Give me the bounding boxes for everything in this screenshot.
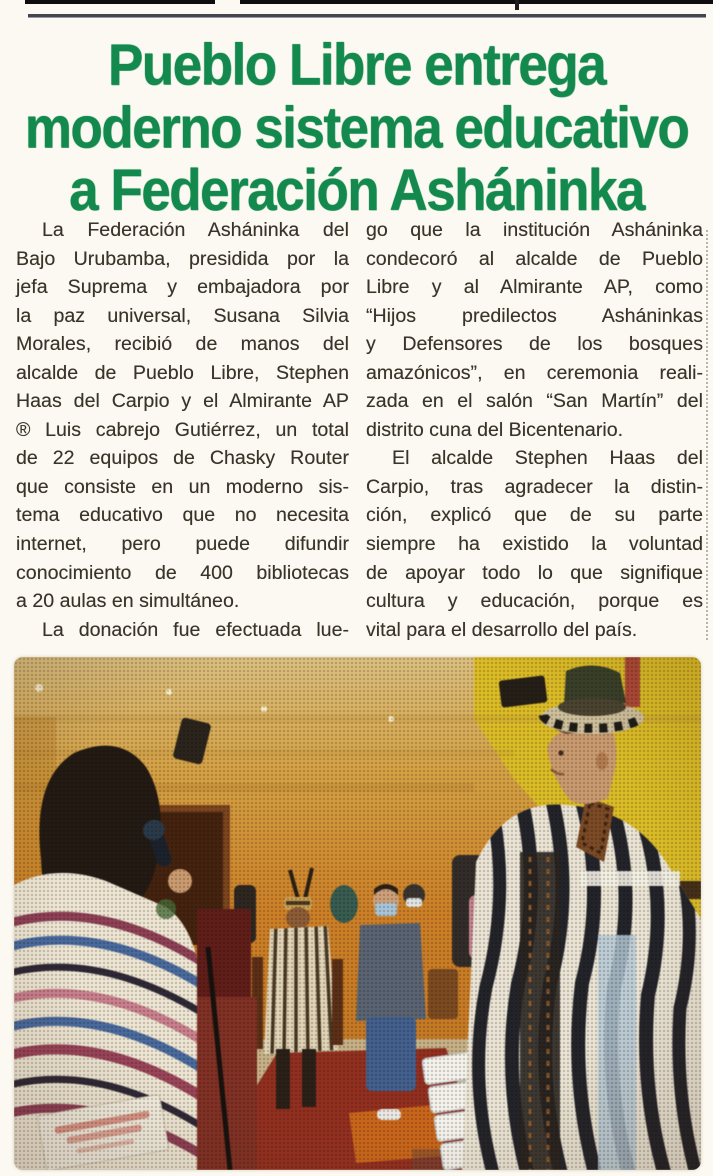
body-line: y Defensores de los bosques (366, 333, 703, 356)
body-line: a 20 aulas en simultáneo. (16, 590, 240, 613)
headline-line-3: a Federación Asháninka (69, 158, 644, 224)
ceiling-spotlight (166, 689, 172, 695)
poncho-trim-band (520, 852, 560, 1170)
body-line: amazónicos”, en ceremonia reali- (366, 361, 703, 384)
body-line: ción, explicó que de su parte (366, 504, 703, 527)
body-line: Carpio, tras agradecer la distin- (366, 475, 703, 498)
maroon-drape (197, 909, 257, 1170)
body-line: Libre y al Almirante AP, como (366, 276, 703, 299)
audience-member-green (330, 885, 358, 923)
body-line: de apoyar todo lo que signifique (366, 561, 703, 584)
body-line: condecoró al alcalde de Pueblo (366, 247, 703, 270)
body-line: siempre ha existido la voluntad (366, 533, 703, 556)
scan-artifact-right-edge (706, 230, 708, 640)
body-line: jefa Suprema y embajadora por (16, 276, 349, 299)
woman-hand (168, 869, 192, 893)
body-line: Morales, recibió de manos del (16, 333, 349, 356)
body-line: internet, pero puede difundir (16, 533, 349, 556)
section-divider-rule (28, 14, 706, 18)
sneaker (377, 1109, 401, 1120)
body-line: que consiste en un moderno sis- (16, 475, 349, 498)
body-column-left (16, 216, 349, 644)
headline-line-2: moderno sistema educativo (24, 95, 689, 161)
mayor-eye (558, 750, 563, 755)
body-line: distrito cuna del Bicentenario. (366, 418, 624, 441)
face-mask (375, 903, 397, 916)
body-line: Haas del Carpio y el Almirante AP (16, 390, 349, 413)
news-photo-illustration (14, 657, 701, 1170)
body-line: El alcalde Stephen Haas del (392, 447, 703, 470)
wooden-chair (428, 969, 458, 1019)
body-line: alcalde de Pueblo Libre, Stephen (16, 361, 349, 384)
article-headline (0, 34, 713, 222)
audience-member-masked (403, 884, 425, 907)
ceiling-spotlight (35, 684, 43, 692)
body-line: Bajo Urubamba, presidida por la (16, 247, 349, 270)
body-line: go que la institución Asháninka (366, 219, 703, 241)
scan-artifact-top-strip-left (25, 0, 215, 4)
scan-artifact-tick (515, 0, 519, 10)
body-line: “Hijos predilectos Asháninkas (366, 304, 703, 327)
body-line: cultura y educación, porque es (366, 590, 703, 613)
poncho-blue-panel (598, 935, 636, 1170)
jeans (366, 1017, 416, 1091)
body-line: la paz universal, Susana Silvia (16, 304, 349, 327)
mayor-ear (596, 752, 608, 770)
ceiling-speaker (499, 675, 548, 707)
body-line: tema educativo que no necesita (16, 504, 349, 527)
flag-stripe (625, 657, 640, 707)
body-line: ® Luis cabrejo Gutiérrez, un total (16, 418, 349, 441)
chair-post (332, 959, 343, 1045)
body-line: La Federación Asháninka del (42, 219, 349, 241)
body-line: vital para el desarrollo del país. (366, 618, 638, 641)
body-line: zada en el salón “San Martín” del (366, 390, 703, 413)
scan-artifact-top-strip-right (240, 0, 713, 4)
body-line: La donación fue efectuada lue- (42, 618, 349, 641)
body-line: de 22 equipos de Chasky Router (16, 447, 349, 470)
green-accent (156, 899, 176, 919)
body-column-right (366, 216, 703, 644)
headline-line-1: Pueblo Libre entrega (107, 32, 606, 98)
ceiling-spotlight (261, 706, 267, 712)
ceiling-spotlight (388, 716, 394, 722)
body-line: conocimiento de 400 bibliotecas (16, 561, 349, 584)
news-photo (14, 657, 701, 1170)
